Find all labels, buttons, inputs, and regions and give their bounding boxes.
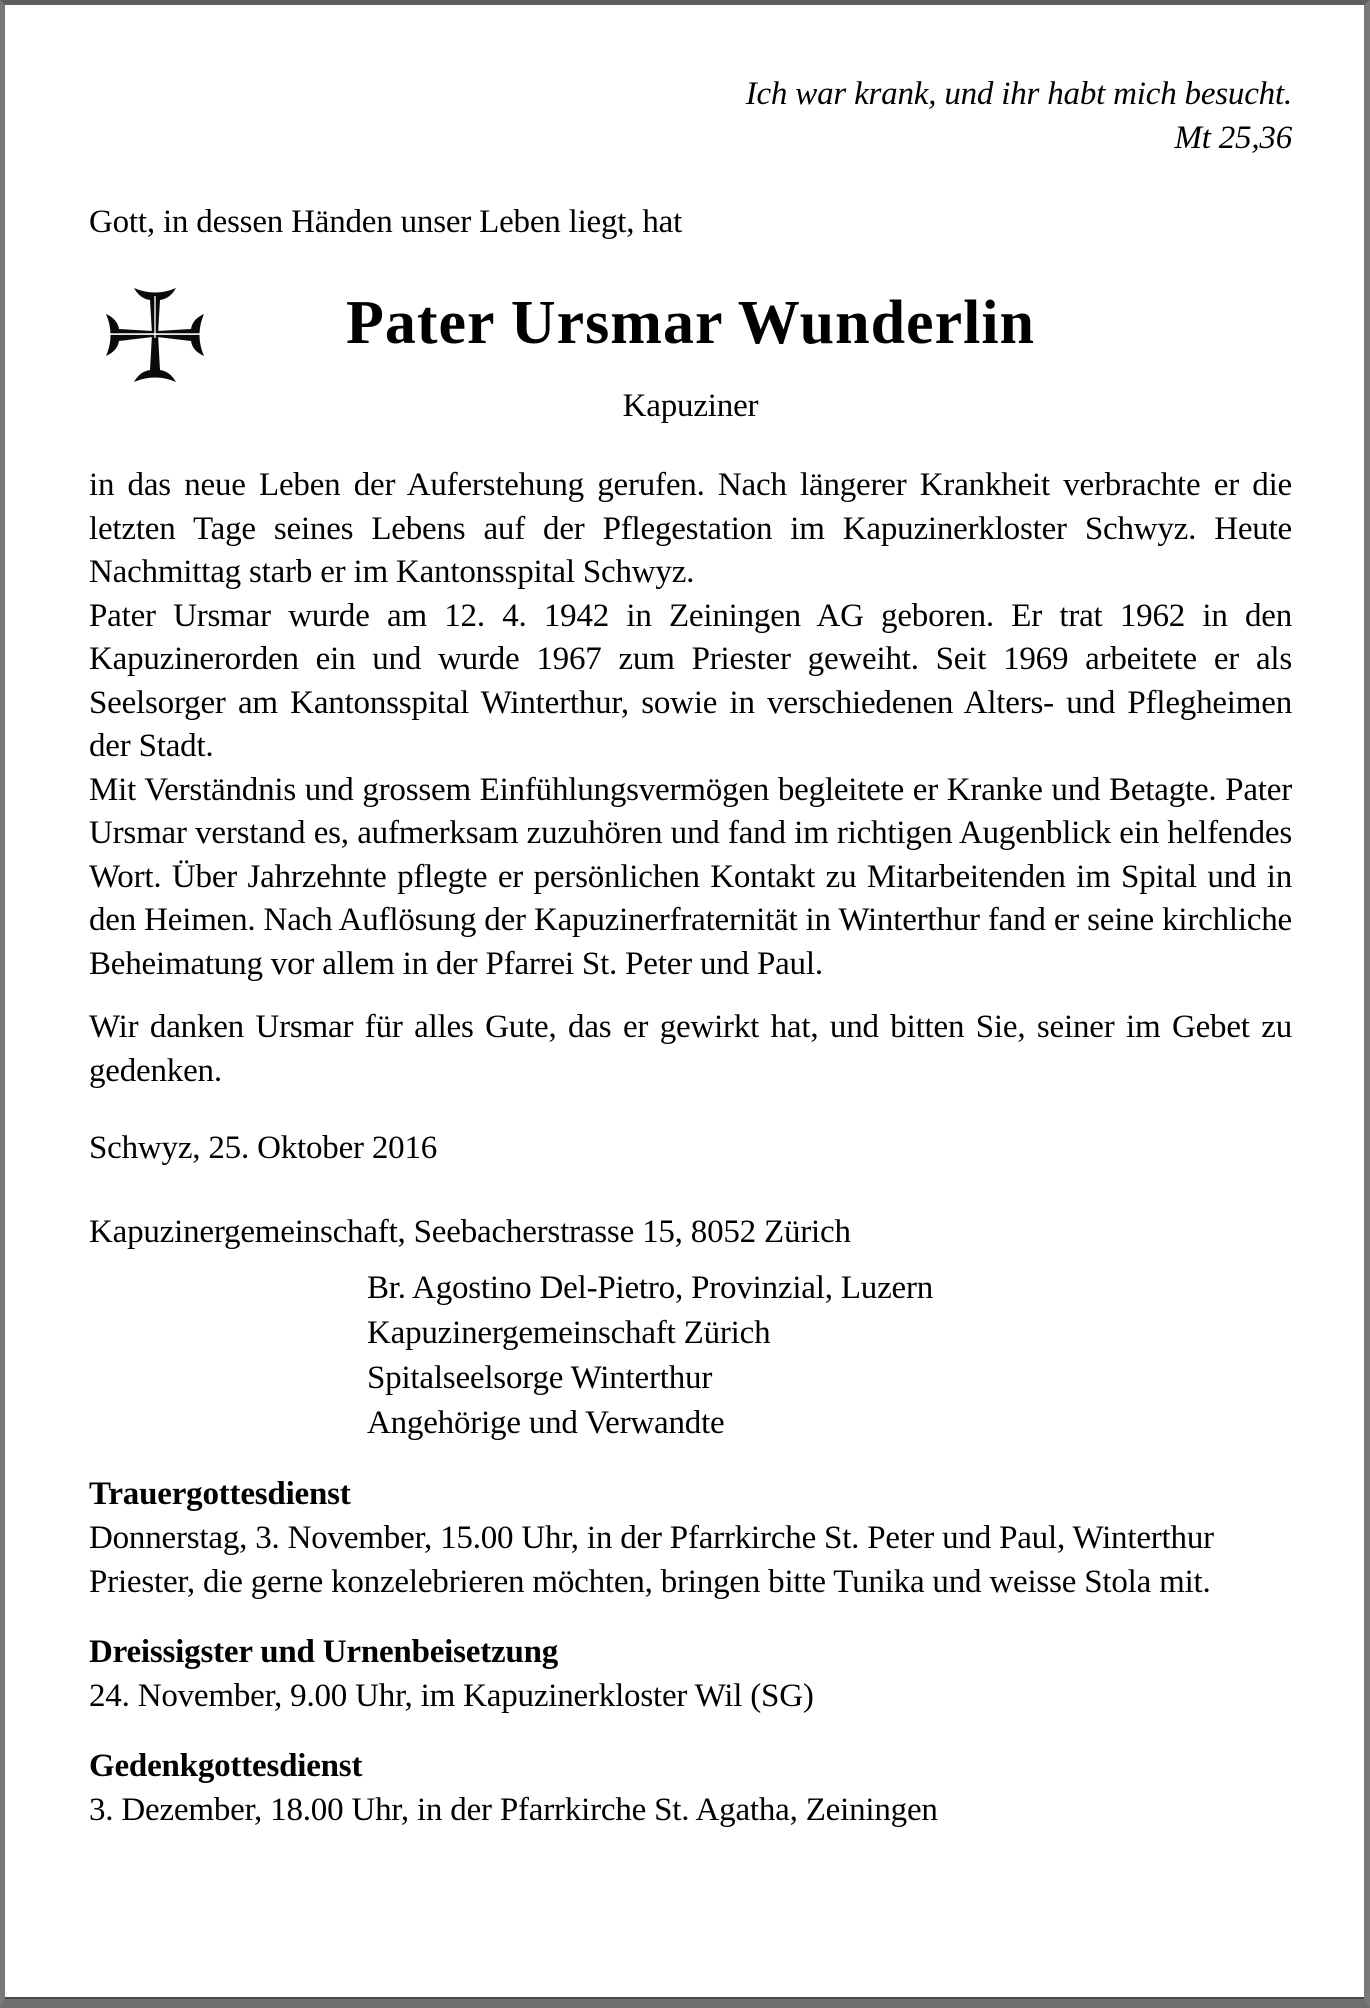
- service-detail: 24. November, 9.00 Uhr, im Kapuzinerkloster Wil (SG): [89, 1678, 814, 1714]
- service-title: Trauergottesdienst: [89, 1476, 351, 1512]
- service-detail: Priester, die gerne konzelebrieren möchten, bringen bitte Tunika und weisse Stola mit.: [89, 1564, 1211, 1600]
- service-title: Dreissigster und Urnenbeisetzung: [89, 1634, 559, 1670]
- deceased-header: [89, 286, 1292, 428]
- signatory-list: [89, 1266, 1292, 1446]
- obituary-text: [89, 464, 1292, 986]
- community-address: Kapuzinergemeinschaft, Seebacherstrasse 15, 8052 Zürich: [89, 1214, 851, 1250]
- signatory-item: Spitalseelsorge Winterthur: [367, 1360, 713, 1396]
- page-content: [5, 5, 1364, 1832]
- quote-reference: Mt 25,36: [1174, 120, 1292, 156]
- memorial-cross-icon: [93, 282, 213, 390]
- quote-text: Ich war krank, und ihr habt mich besucht.: [745, 76, 1292, 112]
- religious-order: Kapuziner: [622, 388, 759, 424]
- service-section-memorial: [89, 1744, 1292, 1832]
- dateline: Schwyz, 25. Oktober 2016: [89, 1130, 438, 1166]
- service-detail: 3. Dezember, 18.00 Uhr, in der Pfarrkirche St. Agatha, Zeiningen: [89, 1792, 938, 1828]
- service-detail: Donnerstag, 3. November, 15.00 Uhr, in der Pfarrkirche St. Peter und Paul, Winterthur: [89, 1520, 1214, 1556]
- service-title: Gedenkgottesdienst: [89, 1748, 363, 1784]
- service-section-urn-burial: [89, 1630, 1292, 1718]
- obituary-paragraph-2: Pater Ursmar wurde am 12. 4. 1942 in Zeiningen AG geboren. Er trat 1962 in den Kapuzinerorden ein und wurde 1967 zum Priester geweiht. Seit 1969 arbeitete er als Seelsorger am Kantonsspital Winterthur, sowie in verschiedenen Alters- und Pflegheimen der Stadt.: [89, 597, 1292, 764]
- signatory-item: Angehörige und Verwandte: [367, 1405, 725, 1441]
- service-section-funeral: [89, 1472, 1292, 1604]
- signatory-item: Br. Agostino Del-Pietro, Provinzial, Luzern: [367, 1270, 934, 1306]
- thanks-paragraph: Wir danken Ursmar für alles Gute, das er gewirkt hat, und bitten Sie, seiner im Gebet zu gedenken.: [89, 1009, 1292, 1089]
- obituary-paragraph-3: Mit Verständnis und grossem Einfühlungsvermögen begleitete er Kranke und Betagte. Pater Ursmar verstand es, aufmerksam zuzuhören und fand im richtigen Augenblick ein helfendes Wort. Über Jahrzehnte pflegte er persönlichen Kontakt zu Mitarbeitenden im Spital und in den Heimen. Nach Auflösung der Kapuzinerfraternität in Winterthur fand er seine kirchliche Beheimatung vor allem in der Pfarrei St. Peter und Paul.: [89, 771, 1292, 982]
- obituary-paragraph-1: in das neue Leben der Auferstehung gerufen. Nach längerer Krankheit verbrachte er die letzten Tage seines Lebens auf der Pflegestation im Kapuzinerkloster Schwyz. Heute Nachmittag starb er im Kantonsspital Schwyz.: [89, 467, 1292, 590]
- intro-line: Gott, in dessen Händen unser Leben liegt, hat: [89, 204, 683, 240]
- signatory-item: Kapuzinergemeinschaft Zürich: [367, 1315, 771, 1351]
- scripture-quote: [89, 72, 1292, 160]
- deceased-name: Pater Ursmar Wunderlin: [345, 289, 1036, 357]
